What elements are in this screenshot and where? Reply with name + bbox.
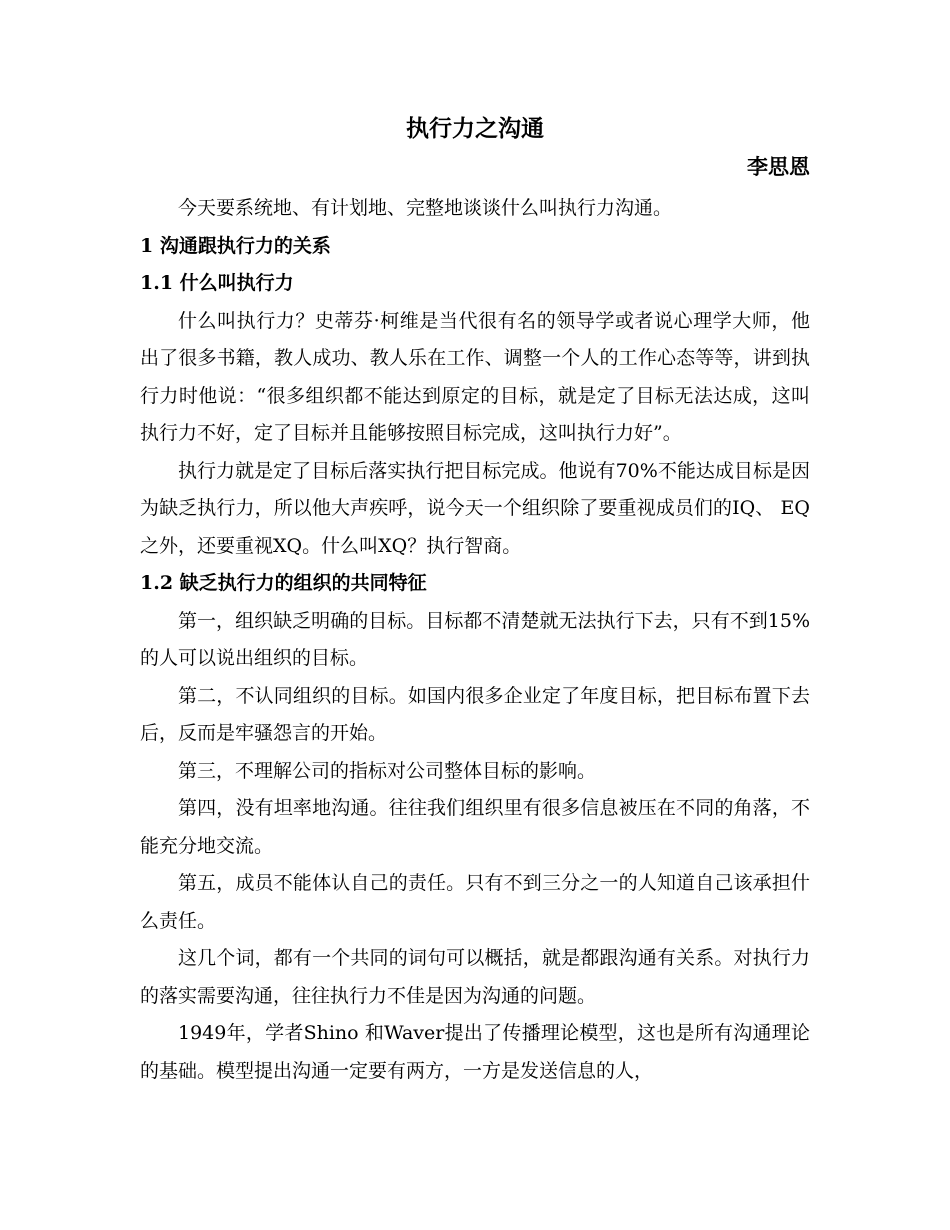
paragraph: 执行力就是定了目标后落实执行把目标完成。他说有70%不能达成目标是因为缺乏执行力，所以他大声疾呼，说今天一个组织除了要重视成员们的IQ、 EQ之外，还要重视XQ。什么叫XQ？执行智商。: [140, 459, 810, 557]
subsection-heading-1-2: 1.2 缺乏执行力的组织的共同特征: [140, 572, 427, 594]
document-title: 执行力之沟通: [406, 115, 544, 142]
document-author: 李思恩: [747, 154, 810, 179]
paragraph: 什么叫执行力？史蒂芬·柯维是当代很有名的领导学或者说心理学大师，他出了很多书籍，教人成功、教人乐在工作、调整一个人的工作心态等等，讲到执行力时他说：“很多组织都不能达到原定的目标，就是定了目标无法达成，这叫执行力不好，定了目标并且能够按照目标完成，这叫执行力好”。: [140, 309, 810, 444]
paragraph: 第二，不认同组织的目标。如国内很多企业定了年度目标，把目标布置下去后，反而是牢骚怨言的开始。: [140, 684, 810, 744]
paragraph: 1949年，学者Shino 和Waver提出了传播理论模型，这也是所有沟通理论的基础。模型提出沟通一定要有两方，一方是发送信息的人，: [140, 1022, 810, 1082]
paragraph: 第四，没有坦率地沟通。往往我们组织里有很多信息被压在不同的角落，不能充分地交流。: [140, 797, 810, 857]
paragraph: 第一，组织缺乏明确的目标。目标都不清楚就无法执行下去，只有不到15%的人可以说出组织的目标。: [140, 609, 810, 669]
intro-paragraph: 今天要系统地、有计划地、完整地谈谈什么叫执行力沟通。: [178, 197, 673, 219]
subsection-heading-1-1: 1.1 什么叫执行力: [140, 272, 294, 294]
document-body: [140, 110, 810, 1090]
section-heading-1: 1 沟通跟执行力的关系: [140, 234, 331, 257]
paragraph: 这几个词，都有一个共同的词句可以概括，就是都跟沟通有关系。对执行力的落实需要沟通，往往执行力不佳是因为沟通的问题。: [140, 947, 810, 1007]
paragraph: 第三，不理解公司的指标对公司整体目标的影响。: [178, 759, 597, 782]
paragraph: 第五，成员不能体认自己的责任。只有不到三分之一的人知道自己该承担什么责任。: [140, 872, 810, 932]
